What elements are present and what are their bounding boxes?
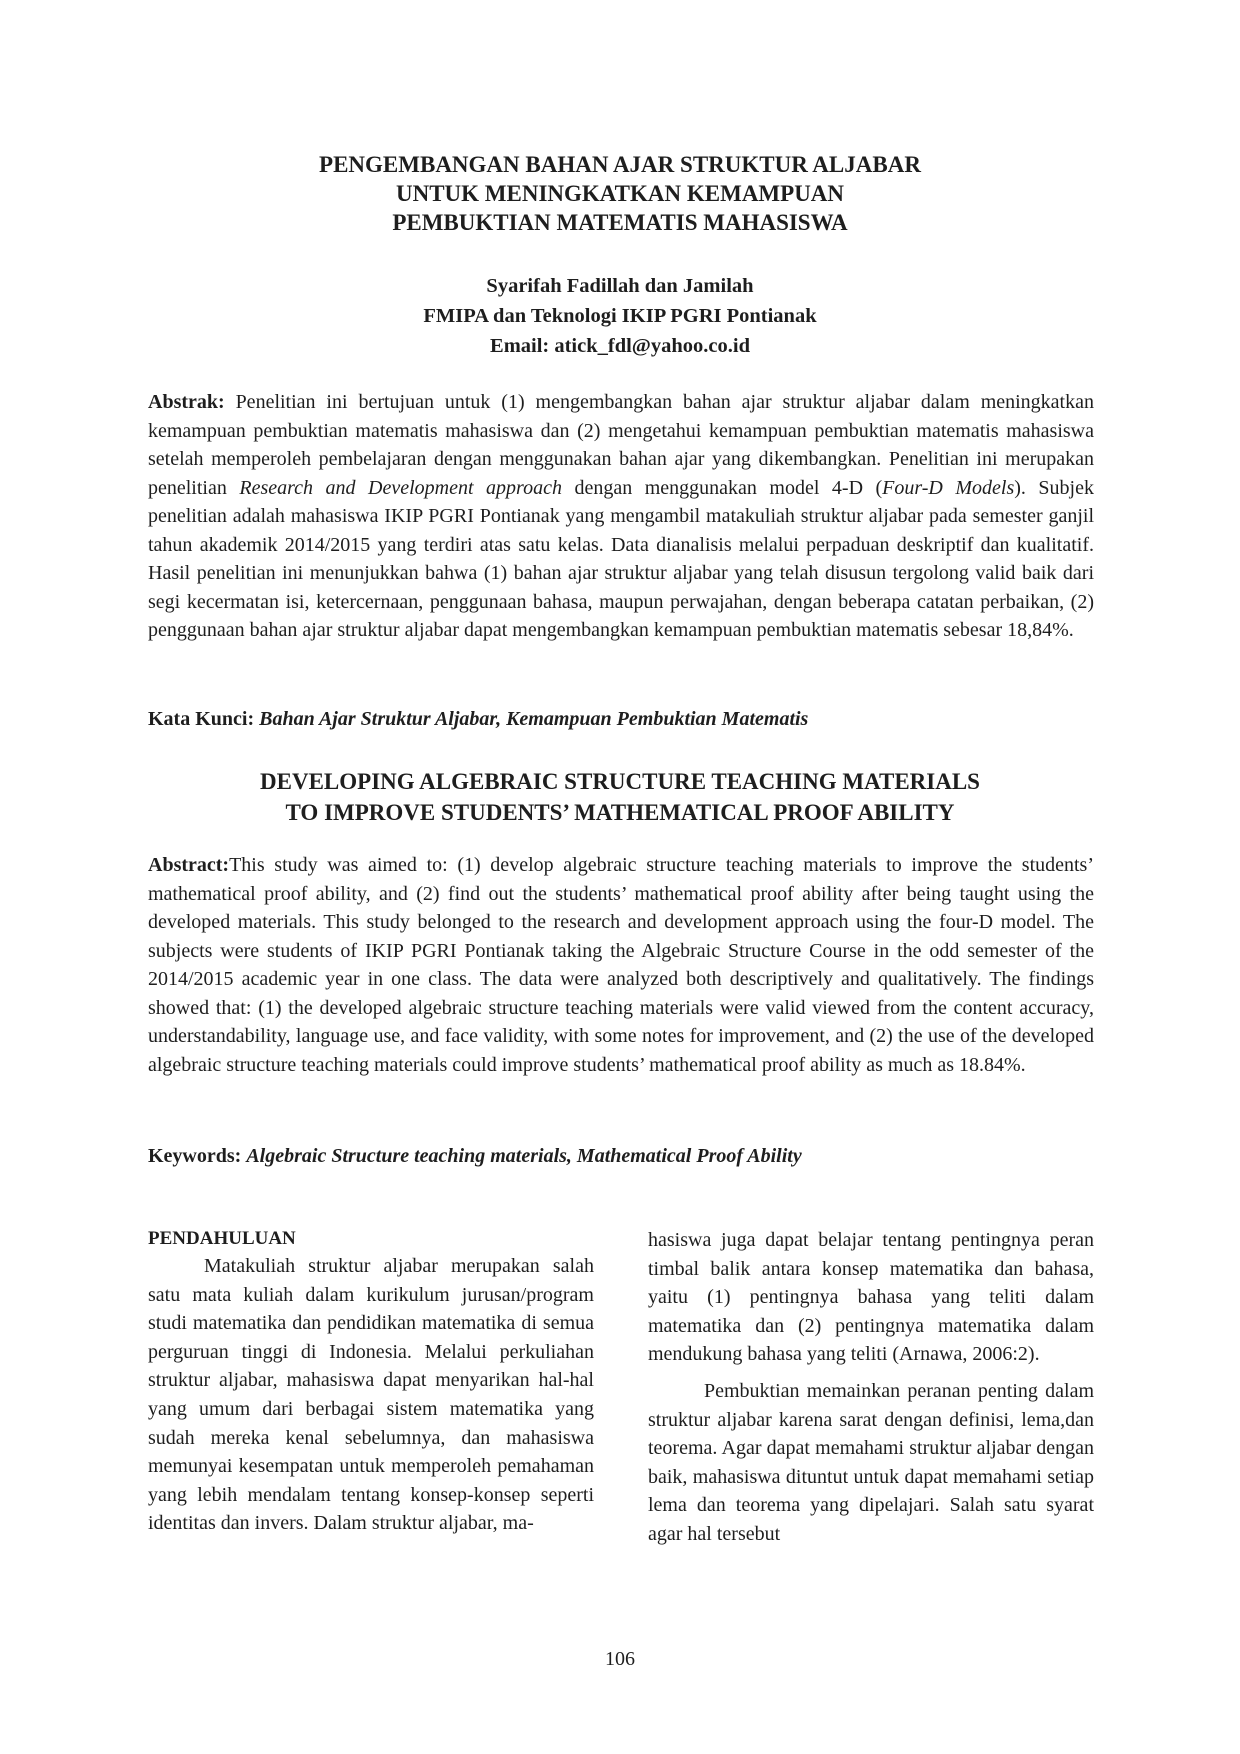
body-paragraph: Pembuktian memainkan peranan penting dalam struktur aljabar karena sarat dengan definisi, lema,dan teorema. Agar dapat memahami struktur aljabar dengan baik, mahasiswa dituntut untuk dapat memahami setiap lema dan teorema yang dipelajari. Salah satu syarat agar hal tersebut (648, 1379, 1094, 1545)
abstract-italic-term: Four-D Models (882, 476, 1015, 499)
body-paragraph: hasiswa juga dapat belajar tentang pentingnya peran timbal balik antara konsep matematika dan bahasa, yaitu (1) pentingnya bahasa yang teliti dalam matematika dan (2) pentingnya matematika dalam mendukung bahasa yang teliti (Arnawa, 2006:2). (648, 1229, 1094, 1366)
title-line: PENGEMBANGAN BAHAN AJAR STRUKTUR ALJABAR (319, 152, 921, 177)
body-column-right (648, 1226, 1094, 1549)
title-line: DEVELOPING ALGEBRAIC STRUCTURE TEACHING MATERIALS (260, 769, 980, 794)
author-names: Syarifah Fadillah dan Jamilah (486, 275, 754, 297)
abstract-label: Abstract: (148, 854, 230, 876)
page-number: 106 (605, 1648, 635, 1670)
keywords-indonesian (148, 708, 808, 731)
abstract-text: ). Subjek penelitian adalah mahasiswa IKIP PGRI Pontianak yang mengambil matakuliah struktur aljabar pada semester ganjil tahun akademik 2014/2015 yang terdiri atas satu kelas. Data dianalisis melalui perpaduan deskriptif dan kualitatif. Hasil penelitian ini menunjukkan bahwa (1) bahan ajar struktur aljabar yang telah disusun tergolong valid baik dari segi kecermatan isi, ketercernaan, penggunaan bahasa, maupun perwajahan, dengan beberapa catatan perbaikan, (2) penggunaan bahan ajar struktur aljabar dapat mengembangkan kemampuan pembuktian matematis sebesar 18,84%. (148, 476, 1094, 641)
keywords-value: Algebraic Structure teaching materials, Mathematical Proof Ability (246, 1145, 802, 1167)
title-line: TO IMPROVE STUDENTS’ MATHEMATICAL PROOF ABILITY (285, 800, 955, 825)
abstract-text: dengan menggunakan model 4-D ( (561, 476, 883, 499)
title-line: PEMBUKTIAN MATEMATIS MAHASISWA (392, 210, 848, 235)
section-heading: PENDAHULUAN (148, 1228, 296, 1249)
body-column-left (148, 1226, 594, 1538)
keywords-label: Kata Kunci: (148, 708, 260, 730)
abstract-text: Penelitian ini bertujuan untuk (1) mengembangkan bahan ajar struktur aljabar dalam meningkatkan kemampuan pembuktian matematis mahasiswa dan (2) mengetahui kemampuan pembuktian matematis mahasiswa setelah memperoleh pembelajaran dengan menggunakan bahan ajar yang dikembangkan. Penelitian ini merupakan penelitian (148, 391, 1094, 499)
author-email: Email: atick_fdl@yahoo.co.id (490, 335, 750, 357)
body-paragraph: Matakuliah struktur aljabar merupakan salah satu mata kuliah dalam kurikulum jurusan/program studi matematika dan pendidikan matematika di semua perguruan tinggi di Indonesia. Melalui perkuliahan struktur aljabar, mahasiswa dapat menyarikan hal-hal yang umum dari berbagai sistem matematika yang sudah mereka kenal sebelumnya, dan mahasiswa memunyai kesempatan untuk memperoleh pemahaman yang lebih mendalam tentang konsep-konsep seperti identitas dan invers. Dalam struktur aljabar, ma- (148, 1255, 594, 1535)
abstract-label: Abstrak: (148, 391, 225, 413)
keywords-value: Bahan Ajar Struktur Aljabar, Kemampuan Pembuktian Matematis (259, 708, 809, 730)
abstract-italic-term: Research and Development approach (239, 476, 562, 499)
paper-title-indonesian (150, 150, 1090, 237)
keywords-label: Keywords: (148, 1145, 247, 1167)
keywords-english (148, 1145, 802, 1168)
author-affiliation: FMIPA dan Teknologi IKIP PGRI Pontianak (423, 305, 817, 327)
abstract-indonesian (148, 388, 1094, 645)
author-block (150, 271, 1090, 361)
paper-title-english (150, 766, 1090, 828)
abstract-english (148, 851, 1094, 1079)
abstract-text: This study was aimed to: (1) develop algebraic structure teaching materials to improve the students’ mathematical proof ability, and (2) find out the students’ mathematical proof ability after being taught using the developed materials. This study belonged to the research and development approach using the four-D model. The subjects were students of IKIP PGRI Pontianak taking the Algebraic Structure Course in the odd semester of the 2014/2015 academic year in one class. The data were analyzed both descriptively and qualitatively. The findings showed that: (1) the developed algebraic structure teaching materials were valid viewed from the content accuracy, understandability, language use, and face validity, with some notes for improvement, and (2) the use of the developed algebraic structure teaching materials could improve students’ mathematical proof ability as much as 18.84%. (148, 854, 1094, 1076)
title-line: UNTUK MENINGKATKAN KEMAMPUAN (395, 181, 845, 206)
